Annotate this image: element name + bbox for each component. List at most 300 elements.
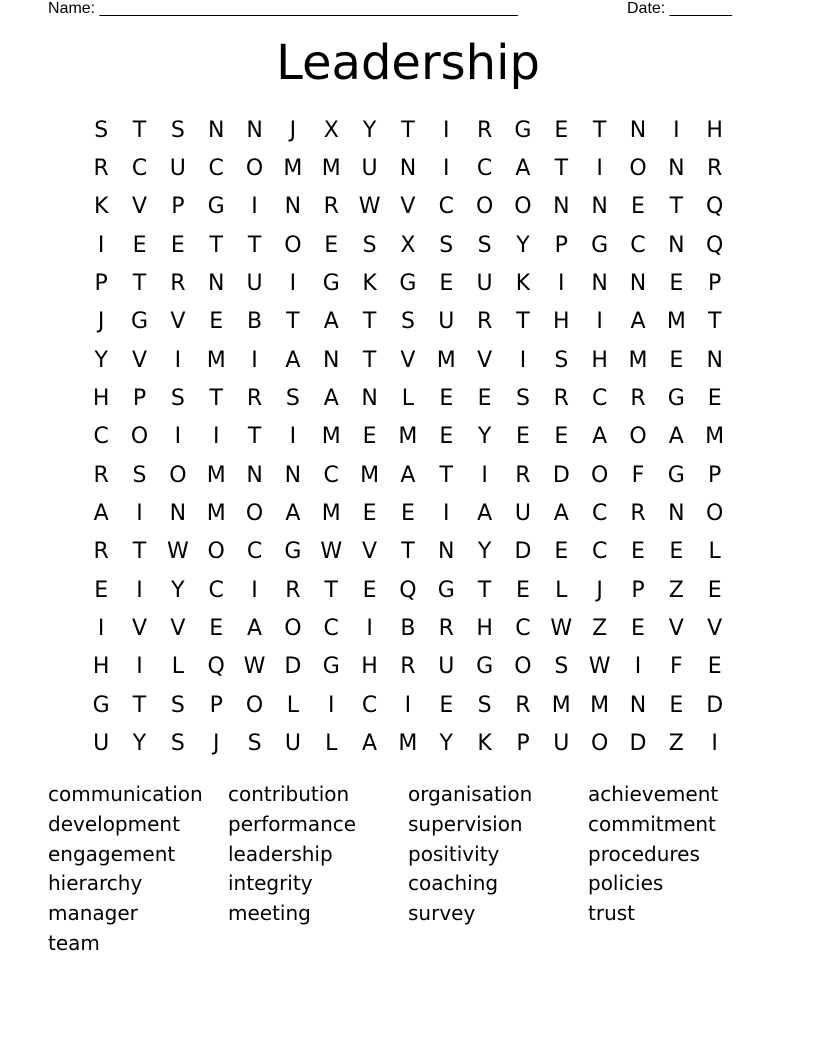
grid-letter: M [321, 424, 341, 450]
word-list [48, 780, 768, 959]
grid-letter: R [707, 156, 723, 182]
grid-letter: C [591, 386, 608, 412]
grid-letter: N [246, 117, 263, 143]
grid-row [82, 533, 734, 571]
grid-letter: N [361, 386, 378, 412]
grid-letter: E [631, 616, 645, 642]
grid-letter: N [591, 271, 608, 297]
grid-letter: I [711, 731, 718, 757]
grid-letter: I [443, 501, 450, 527]
grid-letter: O [245, 501, 264, 527]
grid-letter: S [132, 462, 147, 488]
grid-letter: I [443, 156, 450, 182]
grid-letter: M [590, 692, 610, 718]
grid-letter: G [399, 271, 417, 297]
word-list-item: performance [228, 811, 357, 836]
grid-letter: P [132, 386, 147, 412]
grid-letter: T [247, 232, 262, 258]
grid-letter: S [170, 386, 185, 412]
grid-letter: Y [94, 347, 108, 373]
grid-letter: Z [592, 616, 608, 642]
grid-letter: V [131, 616, 148, 642]
word-list-item: contribution [228, 782, 350, 806]
grid-letter: E [631, 539, 645, 565]
grid-letter: V [400, 194, 416, 220]
grid-letter: C [323, 616, 339, 642]
grid-letter: R [476, 117, 493, 143]
grid-letter: T [669, 194, 684, 220]
grid-letter: M [206, 347, 226, 373]
grid-letter: P [708, 271, 722, 297]
grid-letter: W [358, 194, 381, 220]
grid-letter: N [246, 462, 263, 488]
grid-letter: O [207, 539, 225, 565]
grid-letter: H [706, 117, 723, 143]
grid-letter: P [171, 194, 185, 220]
grid-letter: R [553, 386, 569, 412]
grid-letter: Y [516, 232, 530, 258]
grid-letter: Y [477, 424, 492, 450]
grid-letter: S [554, 654, 569, 680]
grid-letter: E [324, 232, 339, 258]
grid-letter: V [170, 309, 186, 335]
grid-letter: N [207, 271, 225, 297]
grid-letter: L [171, 654, 184, 680]
grid-letter: T [362, 347, 377, 373]
grid-letter: W [320, 539, 343, 565]
grid-letter: F [670, 654, 683, 680]
grid-letter: U [438, 654, 455, 680]
grid-row [82, 571, 734, 609]
grid-letter: N [668, 501, 685, 527]
grid-row [82, 341, 734, 379]
grid-row [82, 725, 734, 763]
word-list-item: team [48, 930, 100, 955]
grid-letter: W [243, 654, 266, 680]
grid-row [82, 188, 734, 226]
grid-letter: I [174, 424, 182, 450]
grid-letter: H [476, 616, 493, 642]
grid-letter: A [592, 424, 608, 450]
grid-letter: C [591, 539, 608, 565]
grid-letter: I [327, 692, 335, 718]
grid-letter: A [400, 462, 416, 488]
grid-letter: I [673, 117, 680, 143]
grid-letter: N [629, 117, 647, 143]
grid-letter: R [630, 386, 646, 412]
grid-letter: M [398, 731, 418, 757]
grid-letter: X [400, 232, 416, 258]
grid-letter: E [362, 501, 377, 527]
grid-letter: Z [668, 731, 684, 757]
grid-letter: C [208, 577, 224, 603]
letter-grid [82, 111, 734, 763]
grid-letter: E [209, 309, 224, 335]
grid-letter: D [552, 462, 570, 488]
grid-letter: I [212, 424, 220, 450]
grid-letter: K [362, 271, 377, 297]
grid-letter: T [592, 117, 607, 143]
grid-letter: W [166, 539, 189, 565]
word-list-item: trust [588, 901, 636, 926]
grid-letter: N [207, 117, 225, 143]
grid-letter: C [323, 462, 339, 488]
grid-letter: S [477, 692, 492, 718]
grid-letter: E [631, 194, 645, 220]
grid-letter: H [591, 347, 608, 373]
grid-letter: X [323, 117, 339, 143]
word-list-item: integrity [228, 871, 313, 896]
grid-letter: S [554, 347, 569, 373]
grid-letter: A [362, 731, 378, 757]
grid-letter: I [404, 692, 412, 718]
grid-letter: L [286, 692, 300, 718]
grid-letter: G [130, 309, 149, 335]
grid-letter: R [515, 462, 531, 488]
grid-letter: T [707, 309, 722, 335]
word-list-item: hierarchy [48, 871, 143, 896]
grid-letter: Q [706, 194, 724, 220]
grid-letter: S [362, 232, 377, 258]
grid-letter: R [93, 539, 109, 565]
grid-letter: V [400, 347, 416, 373]
word-list-item: communication [48, 782, 203, 806]
grid-letter: E [669, 271, 684, 297]
grid-letter: M [321, 156, 341, 182]
grid-letter: M [436, 347, 456, 373]
grid-letter: P [516, 731, 530, 757]
grid-letter: O [245, 156, 264, 182]
grid-letter: T [554, 156, 569, 182]
grid-letter: V [707, 616, 723, 642]
grid-letter: E [477, 386, 492, 412]
grid-letter: N [629, 692, 647, 718]
grid-letter: M [666, 309, 686, 335]
grid-letter: E [209, 616, 224, 642]
grid-row [82, 494, 734, 532]
grid-letter: I [558, 271, 565, 297]
grid-letter: M [206, 462, 226, 488]
grid-letter: E [707, 577, 722, 603]
grid-letter: A [515, 156, 531, 182]
grid-letter: U [169, 156, 186, 182]
grid-letter: T [362, 309, 377, 335]
grid-letter: C [591, 501, 608, 527]
grid-letter: Q [207, 654, 225, 680]
grid-letter: J [596, 577, 603, 603]
grid-letter: E [94, 577, 109, 603]
grid-letter: G [437, 577, 455, 603]
grid-letter: A [477, 501, 493, 527]
grid-letter: B [400, 616, 416, 642]
grid-letter: R [93, 156, 109, 182]
page-title: Leadership [276, 35, 540, 91]
grid-letter: Q [706, 232, 724, 258]
grid-letter: C [515, 616, 531, 642]
grid-letter: T [516, 309, 530, 335]
word-list-item: achievement [588, 782, 719, 806]
grid-letter: I [634, 654, 642, 680]
grid-letter: G [322, 271, 340, 297]
grid-letter: P [631, 577, 645, 603]
grid-letter: O [590, 731, 609, 757]
grid-letter: T [209, 232, 223, 258]
grid-letter: V [477, 347, 493, 373]
grid-letter: D [629, 731, 647, 757]
grid-letter: A [553, 501, 569, 527]
word-list-item: survey [408, 901, 476, 926]
grid-row [82, 303, 734, 341]
grid-letter: R [438, 616, 454, 642]
grid-letter: O [706, 501, 724, 527]
grid-letter: G [514, 117, 532, 143]
grid-letter: S [247, 731, 262, 757]
grid-letter: U [553, 731, 570, 757]
word-list-item: positivity [408, 841, 500, 866]
grid-letter: I [251, 194, 258, 220]
grid-letter: I [366, 616, 373, 642]
grid-letter: D [284, 654, 302, 680]
grid-letter: E [439, 271, 454, 297]
grid-letter: P [94, 271, 108, 297]
grid-letter: A [630, 309, 646, 335]
grid-letter: M [206, 501, 226, 527]
word-list-item: engagement [48, 841, 176, 866]
word-list-item: policies [588, 871, 664, 896]
grid-row [82, 264, 734, 302]
grid-letter: U [514, 501, 531, 527]
grid-letter: E [362, 424, 377, 450]
grid-letter: R [170, 271, 186, 297]
grid-letter: S [170, 692, 185, 718]
grid-letter: I [596, 309, 603, 335]
grid-letter: A [247, 616, 263, 642]
grid-letter: T [477, 577, 492, 603]
grid-letter: O [284, 616, 302, 642]
grid-letter: S [170, 117, 185, 143]
grid-letter: T [132, 271, 147, 297]
grid-letter: E [516, 577, 530, 603]
grid-letter: O [514, 194, 532, 220]
grid-letter: G [207, 194, 225, 220]
grid-letter: S [439, 232, 454, 258]
grid-letter: N [169, 501, 187, 527]
grid-letter: C [438, 194, 454, 220]
grid-letter: E [170, 232, 185, 258]
grid-letter: Y [439, 731, 453, 757]
grid-letter: G [667, 386, 685, 412]
grid-letter: N [668, 232, 685, 258]
grid-letter: M [360, 462, 380, 488]
grid-row [82, 609, 734, 647]
grid-letter: T [439, 462, 453, 488]
grid-letter: I [136, 654, 143, 680]
grid-letter: N [553, 194, 570, 220]
grid-letter: K [93, 194, 109, 220]
grid-letter: R [246, 386, 263, 412]
grid-letter: Y [477, 539, 492, 565]
grid-letter: S [94, 117, 109, 143]
grid-letter: S [400, 309, 415, 335]
grid-letter: O [514, 654, 532, 680]
grid-letter: B [247, 309, 263, 335]
grid-letter: T [132, 692, 147, 718]
word-list-item: manager [48, 901, 138, 926]
grid-letter: K [477, 731, 492, 757]
grid-letter: P [554, 232, 568, 258]
grid-letter: E [707, 386, 722, 412]
grid-letter: Y [171, 577, 185, 603]
grid-letter: I [289, 424, 297, 450]
grid-letter: T [324, 577, 338, 603]
grid-letter: G [667, 462, 685, 488]
grid-letter: E [439, 692, 454, 718]
grid-letter: H [92, 386, 110, 412]
grid-letter: A [323, 309, 339, 335]
word-list-item: development [48, 811, 180, 836]
grid-letter: R [285, 577, 301, 603]
grid-letter: E [439, 424, 454, 450]
grid-letter: I [289, 271, 297, 297]
grid-letter: T [209, 386, 223, 412]
grid-letter: W [588, 654, 611, 680]
grid-letter: R [630, 501, 646, 527]
grid-row [82, 149, 734, 187]
grid-letter: R [93, 462, 109, 488]
grid-letter: J [212, 731, 220, 757]
grid-letter: N [399, 156, 417, 182]
grid-letter: I [136, 501, 143, 527]
word-list-item: organisation [408, 782, 533, 806]
grid-letter: G [284, 539, 302, 565]
grid-letter: Q [399, 577, 417, 603]
grid-row [82, 686, 734, 724]
grid-letter: Z [668, 577, 684, 603]
grid-row [82, 648, 734, 686]
grid-letter: L [401, 386, 415, 412]
grid-letter: S [515, 386, 530, 412]
grid-letter: D [706, 692, 724, 718]
grid-letter: E [554, 539, 569, 565]
grid-letter: S [477, 232, 492, 258]
grid-letter: V [131, 347, 148, 373]
grid-letter: C [361, 692, 378, 718]
grid-letter: I [136, 577, 143, 603]
grid-letter: W [550, 616, 573, 642]
grid-letter: I [97, 232, 105, 258]
grid-letter: R [515, 692, 531, 718]
word-list-item: leadership [228, 841, 333, 866]
grid-letter: G [92, 692, 110, 718]
grid-letter: U [93, 731, 110, 757]
grid-letter: Y [132, 731, 147, 757]
grid-letter: L [708, 539, 721, 565]
grid-letter: R [476, 309, 493, 335]
grid-letter: I [481, 462, 488, 488]
grid-letter: V [131, 194, 148, 220]
word-list-item: meeting [228, 901, 311, 926]
grid-letter: C [476, 156, 493, 182]
grid-letter: U [476, 271, 493, 297]
grid-letter: S [285, 386, 300, 412]
word-list-item: supervision [408, 811, 523, 836]
grid-letter: N [706, 347, 723, 373]
grid-letter: T [247, 424, 262, 450]
grid-letter: O [169, 462, 187, 488]
grid-row [82, 418, 734, 456]
grid-letter: M [321, 501, 341, 527]
grid-letter: U [284, 731, 301, 757]
grid-letter: L [325, 731, 338, 757]
grid-letter: A [285, 347, 301, 373]
grid-letter: I [596, 156, 603, 182]
grid-row [82, 111, 734, 149]
grid-letter: R [400, 654, 416, 680]
grid-letter: N [284, 462, 302, 488]
grid-letter: C [131, 156, 148, 182]
grid-letter: U [361, 156, 378, 182]
grid-letter: S [170, 731, 185, 757]
grid-letter: P [209, 692, 223, 718]
grid-letter: N [629, 271, 647, 297]
grid-letter: E [439, 386, 454, 412]
grid-letter: E [400, 501, 415, 527]
grid-letter: D [514, 539, 532, 565]
grid-letter: E [554, 117, 569, 143]
grid-letter: O [284, 232, 302, 258]
grid-row [82, 379, 734, 417]
grid-letter: I [97, 616, 105, 642]
grid-letter: F [631, 462, 645, 488]
grid-letter: H [553, 309, 570, 335]
grid-letter: A [323, 386, 339, 412]
grid-letter: I [251, 347, 258, 373]
name-field-line: Name: _______________________________________________ [48, 0, 518, 17]
grid-letter: A [93, 501, 109, 527]
grid-letter: G [476, 654, 494, 680]
grid-letter: I [251, 577, 258, 603]
grid-letter: H [92, 654, 110, 680]
grid-letter: K [515, 271, 531, 297]
grid-letter: E [707, 654, 722, 680]
grid-letter: V [668, 616, 684, 642]
grid-letter: T [286, 309, 300, 335]
grid-letter: E [669, 347, 684, 373]
grid-letter: O [475, 194, 494, 220]
grid-letter: T [401, 539, 415, 565]
grid-letter: J [289, 117, 297, 143]
grid-letter: E [554, 424, 569, 450]
word-list-item: procedures [588, 841, 700, 866]
grid-letter: V [362, 539, 378, 565]
grid-letter: J [97, 309, 105, 335]
grid-letter: C [246, 539, 263, 565]
word-list-item: coaching [408, 871, 499, 896]
grid-letter: V [170, 616, 186, 642]
date-field-line: Date: _______ [627, 0, 732, 17]
grid-letter: M [705, 424, 725, 450]
grid-letter: P [708, 462, 722, 488]
grid-letter: T [132, 539, 147, 565]
grid-letter: C [93, 424, 109, 450]
grid-letter: R [323, 194, 339, 220]
grid-letter: O [629, 156, 647, 182]
grid-letter: U [246, 271, 263, 297]
grid-letter: N [284, 194, 302, 220]
grid-letter: O [590, 462, 609, 488]
grid-letter: N [323, 347, 340, 373]
grid-letter: G [322, 654, 340, 680]
